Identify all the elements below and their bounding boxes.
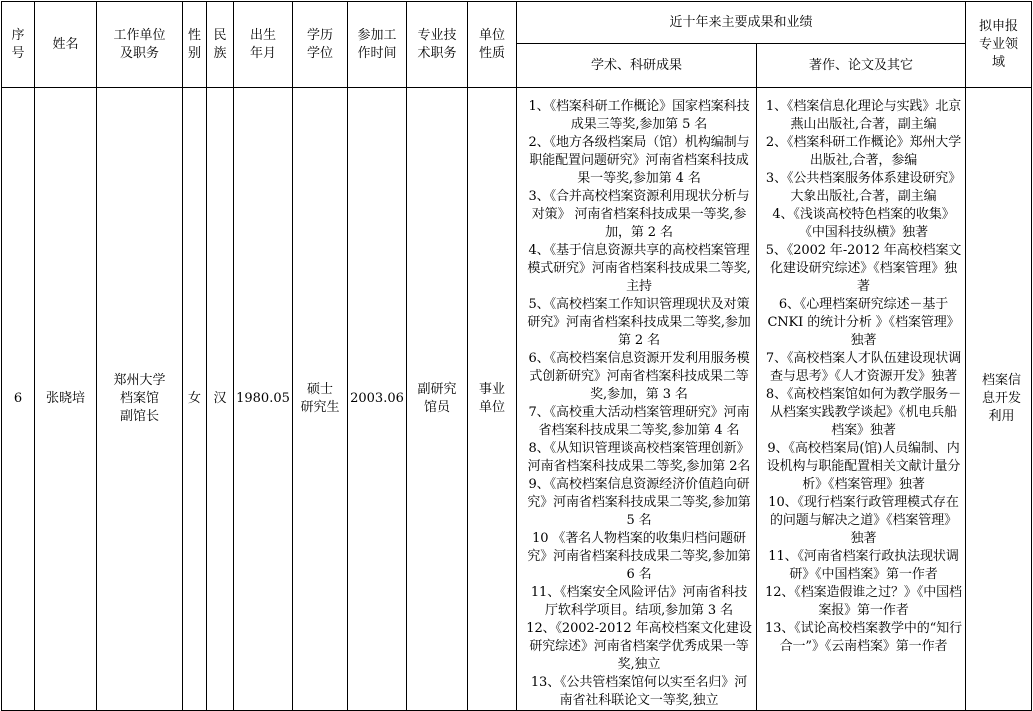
applicant-table <box>1 1 1032 711</box>
header-achievements: 近十年来主要成果和业绩 <box>517 2 966 44</box>
cell-seq: 6 <box>2 88 35 711</box>
header-academic: 学术、科研成果 <box>517 44 757 88</box>
academic-item: 1、《档案科研工作概论》国家档案科技成果三等奖,参加第 5 名 <box>528 99 750 132</box>
academic-item: 12、《2002-2012 年高校档案文化建设研究综述》河南省档案学优秀成果一等奖,独立 <box>526 621 752 672</box>
academic-item: 6、《高校档案信息资源开发利用服务模式创新研究》河南省档案科技成果二等奖,参加，第 3 名 <box>528 351 750 402</box>
header-works: 著作、论文及其它 <box>757 44 966 88</box>
works-item: 6、《心理档案研究综述－基于CNKI 的统计分析 》《档案管理》独著 <box>767 297 960 348</box>
header-unit-nature: 单位 性质 <box>468 2 517 88</box>
cell-unit-position: 郑州大学 档案馆 副馆长 <box>97 88 183 711</box>
works-item: 8、《高校档案馆如何为教学服务－从档案实践教学谈起》《机电兵船档案》独著 <box>765 387 962 438</box>
cell-education: 硕士 研究生 <box>293 88 348 711</box>
academic-item: 2、《地方各级档案局（馆）机构编制与职能配置问题研究》河南省档案科技成果一等奖,参加第 4 名 <box>528 135 750 186</box>
academic-item: 3、《合并高校档案资源利用现状分析与对策》 河南省档案科技成果一等奖,参加，第 2 名 <box>528 189 750 240</box>
cell-works-list <box>757 88 966 711</box>
header-seq: 序 号 <box>2 2 35 88</box>
works-item: 11、《河南省档案行政执法现状调研》《中国档案》第一作者 <box>768 549 959 582</box>
cell-ethnicity: 汉 <box>207 88 234 711</box>
academic-item: 8、《从知识管理谈高校档案管理创新》河南省档案科技成果二等奖,参加第 2名 <box>527 441 751 474</box>
works-item: 1、《档案信息化理论与实践》北京燕山出版社,合著，副主编 <box>765 99 962 132</box>
academic-item: 5、《高校档案工作知识管理现状及对策研究》河南省档案科技成果二等奖,参加第 2 名 <box>527 297 751 348</box>
academic-item: 9、《高校档案信息资源经济价值趋向研究》河南省档案科技成果二等奖,参加第5 名 <box>527 477 751 528</box>
works-item: 10、《现行档案行政管理模式存在的问题与解决之道》《档案管理》独著 <box>768 495 959 546</box>
cell-unit-nature: 事业 单位 <box>468 88 517 711</box>
works-item: 2、《档案科研工作概论》郑州大学出版社,合著，参编 <box>765 135 962 168</box>
header-gender: 性 别 <box>183 2 207 88</box>
header-work-start: 参加工 作时间 <box>348 2 407 88</box>
cell-gender: 女 <box>183 88 207 711</box>
cell-academic-list <box>517 88 757 711</box>
cell-field: 档案信 息开发 利用 <box>966 88 1032 711</box>
header-birth: 出生 年月 <box>234 2 293 88</box>
works-item: 7、《高校档案人才队伍建设现状调查与思考》《人才资源开发》独著 <box>765 351 962 384</box>
academic-item: 11、《档案安全风险评估》河南省科技厅软科学项目。结项,参加第 3 名 <box>530 585 748 618</box>
header-title: 专业技 术职务 <box>407 2 468 88</box>
header-ethnicity: 民 族 <box>207 2 234 88</box>
cell-birth: 1980.05 <box>234 88 293 711</box>
cell-title: 副研究 馆员 <box>407 88 468 711</box>
academic-item: 7、《高校重大活动档案管理研究》河南省档案科技成果二等奖,参加第 4 名 <box>528 405 750 438</box>
works-item: 5、《2002 年-2012 年高校档案文化建设研究综述》《档案管理》独著 <box>765 243 962 294</box>
works-item: 3、《公共档案服务体系建设研究》大象出版社,合著，副主编 <box>765 171 962 204</box>
header-education: 学历 学位 <box>293 2 348 88</box>
works-item: 9、《高校档案局(馆)人员编制、内设机构与职能配置相关文献计量分析》《档案管理》独著 <box>766 441 961 492</box>
academic-item: 4、《基于信息资源共享的高校档案管理模式研究》河南省档案科技成果二等奖,主持 <box>527 243 751 294</box>
works-item: 4、《浅谈高校特色档案的收集》《中国科技纵横》独著 <box>772 207 955 240</box>
cell-name: 张晓培 <box>35 88 97 711</box>
cell-work-start: 2003.06 <box>348 88 407 711</box>
works-item: 12、《档案造假谁之过？》《中国档案报》第一作者 <box>765 585 962 618</box>
header-unit-position: 工作单位 及职务 <box>97 2 183 88</box>
academic-item: 10 《著名人物档案的收集归档问题研究》河南省档案科技成果二等奖,参加第6 名 <box>527 531 751 582</box>
header-field: 拟申报 专业领 域 <box>966 2 1032 88</box>
works-item: 13、《试论高校档案教学中的“知行合一”》《云南档案》第一作者 <box>765 621 962 654</box>
header-name: 姓名 <box>35 2 97 88</box>
academic-item: 13、《公共管档案馆何以实至名归》河南省社科联论文一等奖,独立 <box>530 675 748 708</box>
